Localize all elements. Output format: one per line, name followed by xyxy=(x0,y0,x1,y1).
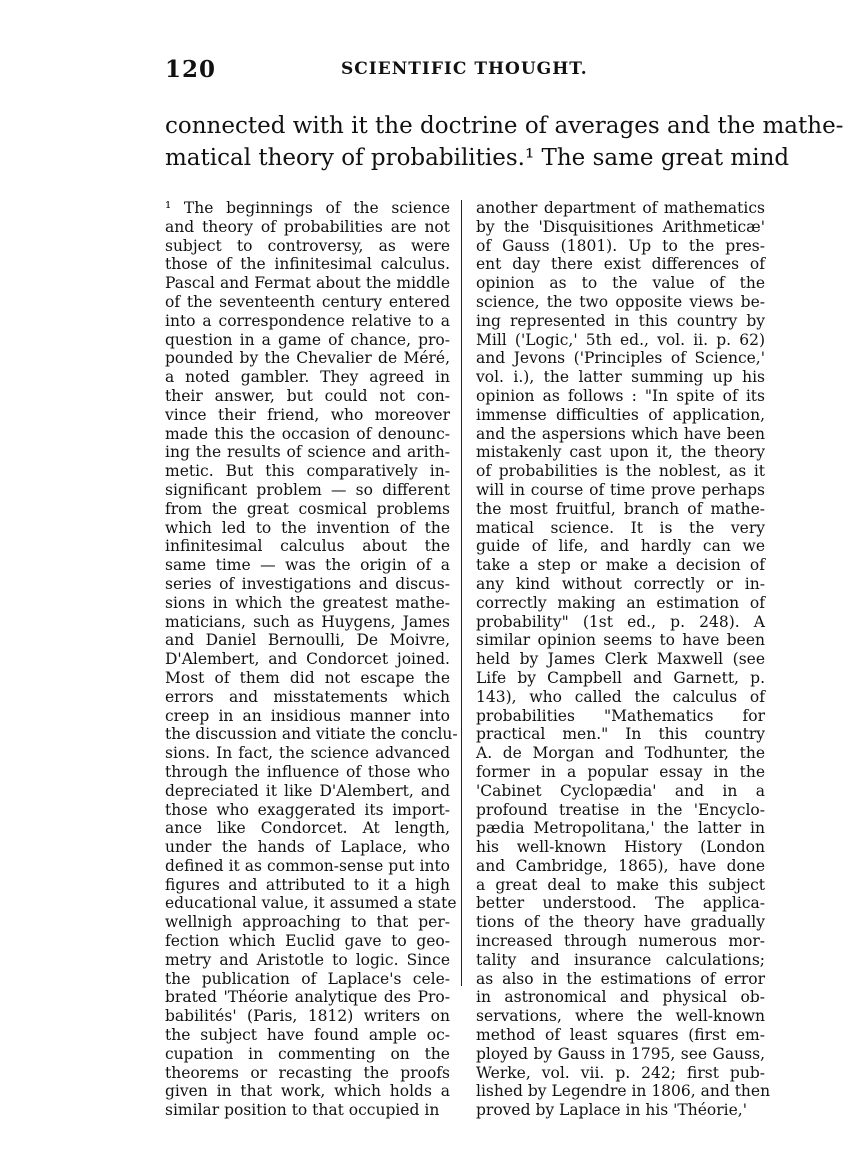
footnote-line: vince their friend, who moreover xyxy=(165,405,450,424)
footnote-line: better understood. The applica- xyxy=(476,894,765,913)
footnote-line: ing the results of science and arith- xyxy=(165,443,450,462)
footnote-line: given in that work, which holds a xyxy=(165,1082,450,1101)
footnote-line: ¹ The beginnings of the science xyxy=(165,199,450,217)
footnote-line: into a correspondence relative to a xyxy=(165,311,450,330)
footnote-line: tions of the theory have gradually xyxy=(476,913,765,932)
footnote-line: Pascal and Fermat about the middle xyxy=(165,274,450,293)
footnote-line: the discussion and vitiate the conclu- xyxy=(165,725,458,744)
footnote-line: of the seventeenth century entered xyxy=(165,292,450,311)
footnote-line: wellnigh approaching to that per- xyxy=(165,913,450,932)
footnote-line: significant problem — so different xyxy=(165,480,450,499)
footnote-line: pædia Metropolitana,' the latter in xyxy=(476,819,765,838)
footnote-line: take a step or make a decision of xyxy=(476,556,765,575)
footnote-line: maticians, such as Huygens, James xyxy=(165,612,450,631)
footnote-line: opinion as to the value of the xyxy=(476,274,765,293)
footnote-line: probabilities "Mathematics for xyxy=(476,706,765,725)
footnote-line: metry and Aristotle to logic. Since xyxy=(165,950,450,969)
footnote-line: defined it as common-sense put into xyxy=(165,856,450,875)
footnote-line: question in a game of chance, pro- xyxy=(165,330,450,349)
footnote-line: those of the infinitesimal calculus. xyxy=(165,255,450,274)
footnote-line: D'Alembert, and Condorcet joined. xyxy=(165,650,450,669)
footnote-line: in astronomical and physical ob- xyxy=(476,988,765,1007)
footnote-line: fection which Euclid gave to geo- xyxy=(165,932,450,951)
page-number: 120 xyxy=(165,56,217,83)
footnote-line: Mill ('Logic,' 5th ed., vol. ii. p. 62) xyxy=(476,330,765,349)
footnote-left-column xyxy=(165,199,458,1120)
footnote-line: metic. But this comparatively in- xyxy=(165,462,450,481)
footnote-line: depreciated it like D'Alembert, and xyxy=(165,781,450,800)
footnote-line: will in course of time prove perhaps xyxy=(476,480,765,499)
footnote-line: under the hands of Laplace, who xyxy=(165,838,450,857)
footnote-line: infinitesimal calculus about the xyxy=(165,537,450,556)
footnote-line: any kind without correctly or in- xyxy=(476,574,765,593)
footnote-line: as also in the estimations of error xyxy=(476,969,765,988)
footnote-line: immense difficulties of application, xyxy=(476,405,765,424)
footnote-line: babilités' (Paris, 1812) writers on xyxy=(165,1007,450,1026)
footnote-line: mistakenly cast upon it, the theory xyxy=(476,443,765,462)
footnote-right-column xyxy=(476,199,771,1120)
body-line: matical theory of probabilities.¹ The same great mind xyxy=(165,145,790,171)
footnote-line: and Cambridge, 1865), have done xyxy=(476,856,765,875)
footnote-line: lished by Legendre in 1806, and then xyxy=(476,1082,771,1101)
footnote-line: and Daniel Bernoulli, De Moivre, xyxy=(165,631,450,650)
footnote-line: and theory of probabilities are not xyxy=(165,217,450,236)
footnote-line: a great deal to make this subject xyxy=(476,875,765,894)
footnote-line: 'Cabinet Cyclopædia' and in a xyxy=(476,781,765,800)
footnote-line: subject to controversy, as were xyxy=(165,236,450,255)
column-divider xyxy=(461,200,462,986)
footnote-line: and the aspersions which have been xyxy=(476,424,765,443)
footnote-line: educational value, it assumed a state xyxy=(165,894,457,913)
body-line: connected with it the doctrine of averages and the mathe- xyxy=(165,113,844,139)
footnote-line: another department of mathematics xyxy=(476,199,765,217)
footnote-line: from the great cosmical problems xyxy=(165,499,450,518)
footnote-line: made this the occasion of denounc- xyxy=(165,424,450,443)
footnote-line: and Jevons ('Principles of Science,' xyxy=(476,349,765,368)
footnote-line: errors and misstatements which xyxy=(165,687,450,706)
footnote-line: of Gauss (1801). Up to the pres- xyxy=(476,236,765,255)
footnote-line: opinion as follows : "In spite of its xyxy=(476,386,765,405)
footnote-line: the most fruitful, branch of mathe- xyxy=(476,499,765,518)
footnote-line: Werke, vol. vii. p. 242; first pub- xyxy=(476,1063,765,1082)
footnote-line: ance like Condorcet. At length, xyxy=(165,819,450,838)
footnote-line: cupation in commenting on the xyxy=(165,1044,450,1063)
footnote-line: practical men." In this country xyxy=(476,725,765,744)
footnote-line: which led to the invention of the xyxy=(165,518,450,537)
footnote-line: Most of them did not escape the xyxy=(165,668,450,687)
footnote-line: through the influence of those who xyxy=(165,762,450,781)
footnote-line: creep in an insidious manner into xyxy=(165,706,450,725)
running-head: SCIENTIFIC THOUGHT. xyxy=(341,59,588,79)
footnote-line: method of least squares (first em- xyxy=(476,1026,765,1045)
footnote-line: servations, where the well-known xyxy=(476,1007,765,1026)
footnote-line: those who exaggerated its import- xyxy=(165,800,450,819)
footnote-line: held by James Clerk Maxwell (see xyxy=(476,650,765,669)
footnote-line: probability" (1st ed., p. 248). A xyxy=(476,612,765,631)
footnote-line: similar opinion seems to have been xyxy=(476,631,765,650)
footnote-line: correctly making an estimation of xyxy=(476,593,765,612)
footnote-line: science, the two opposite views be- xyxy=(476,292,765,311)
footnote-line: sions. In fact, the science advanced xyxy=(165,744,450,763)
footnote-line: the subject have found ample oc- xyxy=(165,1026,450,1045)
footnote-line: the publication of Laplace's cele- xyxy=(165,969,450,988)
footnote-line: sions in which the greatest mathe- xyxy=(165,593,450,612)
footnote-line: matical science. It is the very xyxy=(476,518,765,537)
footnote-line: theorems or recasting the proofs xyxy=(165,1063,450,1082)
footnote-line: of probabilities is the noblest, as it xyxy=(476,462,765,481)
footnote-line: series of investigations and discus- xyxy=(165,574,450,593)
body-paragraph xyxy=(165,110,844,174)
footnote-line: increased through numerous mor- xyxy=(476,932,765,951)
footnote-line: ent day there exist differences of xyxy=(476,255,765,274)
footnote-line: his well-known History (London xyxy=(476,838,765,857)
footnote-line: similar position to that occupied in xyxy=(165,1101,440,1120)
footnote-line: brated 'Théorie analytique des Pro- xyxy=(165,988,450,1007)
footnote-line: vol. i.), the latter summing up his xyxy=(476,368,765,387)
footnote-line: same time — was the origin of a xyxy=(165,556,450,575)
footnote-line: their answer, but could not con- xyxy=(165,386,450,405)
footnote-line: former in a popular essay in the xyxy=(476,762,765,781)
footnote-line: figures and attributed to it a high xyxy=(165,875,450,894)
footnote-line: proved by Laplace in his 'Théorie,' xyxy=(476,1101,747,1120)
footnote-line: tality and insurance calculations; xyxy=(476,950,765,969)
footnote-line: Life by Campbell and Garnett, p. xyxy=(476,668,765,687)
footnote-line: by the 'Disquisitiones Arithmeticæ' xyxy=(476,217,765,236)
footnote-line: A. de Morgan and Todhunter, the xyxy=(476,744,765,763)
footnote-line: guide of life, and hardly can we xyxy=(476,537,765,556)
footnote-line: a noted gambler. They agreed in xyxy=(165,368,450,387)
footnote-line: ployed by Gauss in 1795, see Gauss, xyxy=(476,1044,765,1063)
footnote-line: 143), who called the calculus of xyxy=(476,687,765,706)
page-header xyxy=(165,56,765,86)
footnote-line: profound treatise in the 'Encyclo- xyxy=(476,800,765,819)
footnote-line: pounded by the Chevalier de Méré, xyxy=(165,349,450,368)
footnote-line: ing represented in this country by xyxy=(476,311,765,330)
